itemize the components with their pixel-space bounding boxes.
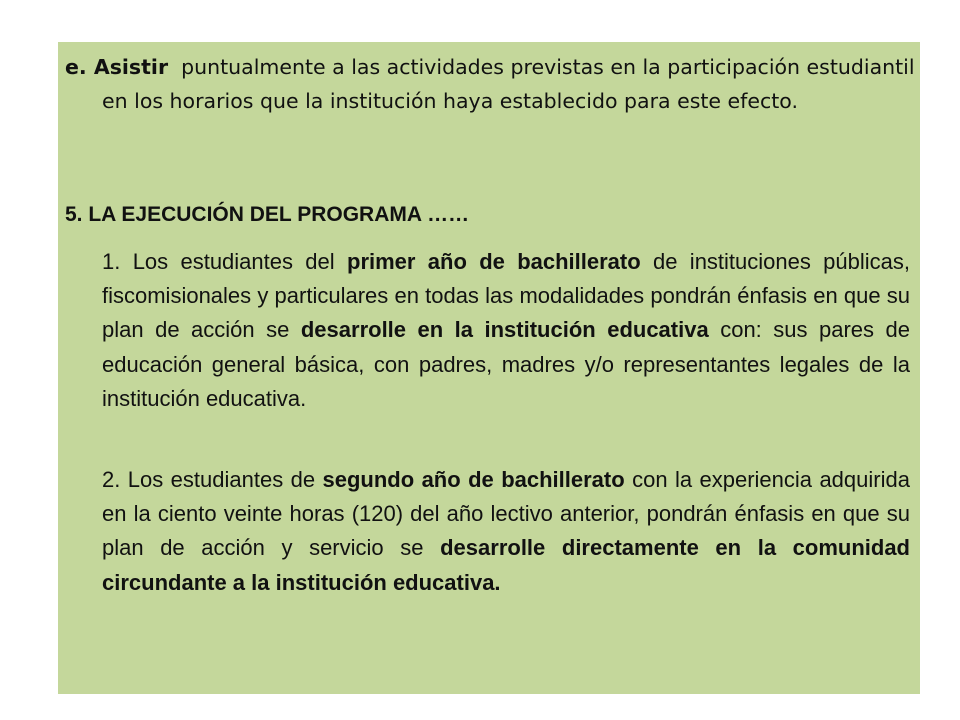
paragraph-2-number: 2. [102,467,121,492]
paragraph-2-bold-2: desarrolle directamente en la comunidad circundante a la institución educativa. [102,535,910,595]
paragraph-1-number: 1. [102,249,121,274]
paragraph-2-text-1: Los estudiantes de [127,467,316,492]
paragraph-1-text-2: de instituciones públicas, fiscomisionales y particulares en todas las modalidades pondrán énfasis en que su plan de acción se [102,249,911,343]
paragraph-2-bold-1: segundo año de bachillerato [322,467,625,492]
paragraph-1 [102,245,910,416]
paragraph-1-text-3: con: sus pares de educación general básica, con padres, madres y/o representantes legales de la institución educativa. [102,317,910,411]
paragraph-2 [102,463,910,600]
paragraph-1-text-1: Los estudiantes del [132,249,335,274]
item-e-text: puntualmente a las actividades previstas en la participación estudiantil en los horarios que la institución haya establecido para este efecto. [102,55,915,113]
paragraph-2-text-2: con la experiencia adquirida en la ciento veinte horas (120) del año lectivo anterior, pondrán énfasis en que su plan de acción y servicio se [102,467,910,561]
item-e-label: e. Asistir [65,55,169,79]
item-e [65,50,917,118]
paragraph-1-bold-1: primer año de bachillerato [347,249,641,274]
section-heading: 5. LA EJECUCIÓN DEL PROGRAMA …… [65,203,470,226]
paragraph-1-bold-2: desarrolle en la institución educativa [300,317,709,343]
